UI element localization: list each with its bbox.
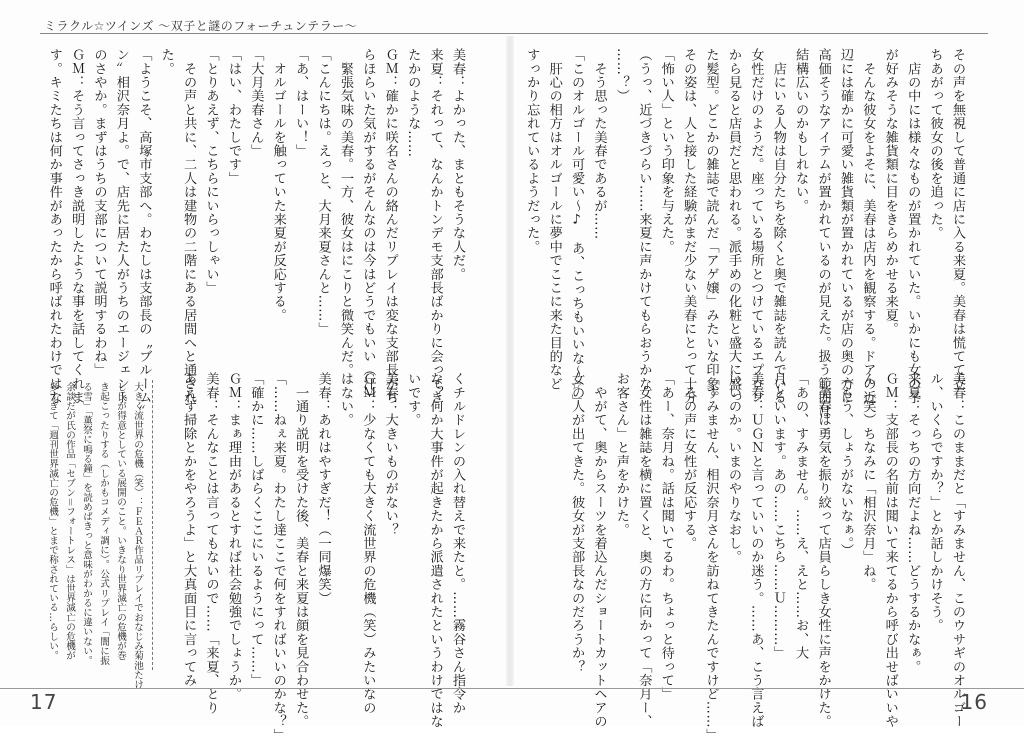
page-number-left: 17 [30, 690, 58, 714]
header-rule [40, 33, 988, 34]
footer-rule [0, 688, 1024, 689]
right-page-bottom-text: 美春：このままだと「すみません、このウサギのオルゴー ル、いくらですか？」とか話しかけそう。 来夏：そっちの方向だよね……どうするかなぁ。 ＧＭ：支部長の名前は聞いて来てるから呼び出せばいいや ん（笑）ちなみに「相沢奈月」ね。 （もう、しょうがないなぁ。） 美春は勇気を振り絞って店員らしき女性に声をかけた。 「あの、すみません。……え、えと……お、大 月といいます。あの……こちら……Ｕ………」 美春：ＵＧＮと言っていいのか迷う。……あ、こう言えば いいのか。いまのやりなおし。 「すみません、相沢奈月さんを訪ねてきたんですけど……」 その声に女性が反応する。 「あー、奈月ね。話は聞いてるわ。ちょっと待って」 女性は雑誌を横に置くと、奥の方に向かって「奈月ー、 お客さん」と声をかけた。 やがて、奥からスーツを着込んだショートカットヘアの 女の人が出てきた。彼女が支部長なのだろうか？ [569, 372, 965, 742]
left-page-bottom-text: くチルドレンの入れ替えで来たと。……霧谷さん指令か な？何か大事件が起きたから派遣されたというわけではな いです。 美春：大きいものがない？ ＧＭ：少なくても大きく流世界の危機（笑）みたいなの はない。 美春：あれはやすぎだ！（一同爆笑） 一通り説明を受けた後、美春と来夏は顔を見合わせた。 「……ねぇ来夏。わたし達ここで何をすればいいのかな？」 「確かに……しばらくここにいるようにって……」 ＧＭ：まぁ理由があるとすれば社会勉強でしょうか。 美春：そんなことは言ってもないので……「来夏、とり あえず掃除とかをやろうよ」と大真面目に言ってみ [181, 372, 465, 742]
page-number-right: 16 [960, 690, 988, 714]
left-page-top-text: 美春：よかった、まともそうな人だ。 来夏：それって、なんかトンデモ支部長ばかりに会ってき たかのような…… ＧＭ：確かに咲名さんの絡んだリプレイは変な支部長がち らほらいた気がするがそんなのは今はどうでもいい（汗） 緊張気味の美春。一方、彼女はにこりと微笑んだ。 「こんにちは。えっと、大月来夏さんと……」 「あ、はーい！」 オルゴールを触っていた来夏が反応する。 「大月美春さん」 「はい、わたしです」 「とりあえず、こちらにいらっしゃい」 その声と共に、二人は建物の二階にある居間へと通され た。 「ようこそ、高塚市支部へ。わたしは支部長の〝ブルーム〟 ン〟相沢奈月よ。で、店先に居た人がうちのエージェント のさやか。まずはうちの支部について説明するわね」 ＧＭ：そう言ってさっき説明したような事を話してくれま す。キミたちは何か事件があったから呼ばれたわけではな [46, 48, 465, 418]
footnote: 大きく流世界の危機（笑）：ＦＥＡＲ作品リプレイでおなじみ菊池たけ し氏が得意としている展開のこと。いきなり世界滅亡の危機が巻 き起こったりする（しかもコメディ調に）。公式リプレイ「闇に振 る雪」「薫祭に鳴る鐘」を読めばきっと意味がわかるに違いない。 余談だが氏の作品「セブン＝フォートレス」は世界滅亡の危機が 多すぎて「週刊世界滅亡の危機」とまで称されている…らしい。 [47, 382, 143, 690]
page-gutter [506, 36, 514, 686]
footnote-rule [152, 380, 153, 670]
right-page-top-text: その声を無視して普通に店に入る来夏。美春は慌てて立 ちあがって彼女の後を追った。 店の中には様々なものが置かれていた。いかにも女の子 が好みそうな雑貨類に目をきらめかせる来夏。 そんな彼女をよそに、美春は店内を観察する。ドアの近 辺には確かに可愛い雑貨類が置かれているが店の奥の方に 高価そうなアイテムが置かれているのが見えた。扱う範囲は 結構広いのかもしれない。 店にいる人物は自分たちを除くと奥で雑誌を読んでいる 女性だけのようだ。座っている場所とつけているエプロン から見ると店員だと思われる。派手めの化粧と盛大に盛っ た髪型。どこかの雑誌で読んだ「アゲ嬢」みたいな印象。 その姿は、人と接した経験がまだ少ない美春にとって十分 「怖い人」という印象を与えた。 （うっ、近づきづらい……来夏に声かけてもらおうかな ……？） そう思った美春であるが…… 「このオルゴール可愛い～♪ あ、こっちもいいな～☆」 肝心の相方はオルゴールに夢中でここに来た目的など すっかり忘れているようだった。 [524, 48, 965, 418]
running-header: ミラクル☆ツインズ ～双子と謎のフォーチュンテラー～ [44, 19, 358, 33]
